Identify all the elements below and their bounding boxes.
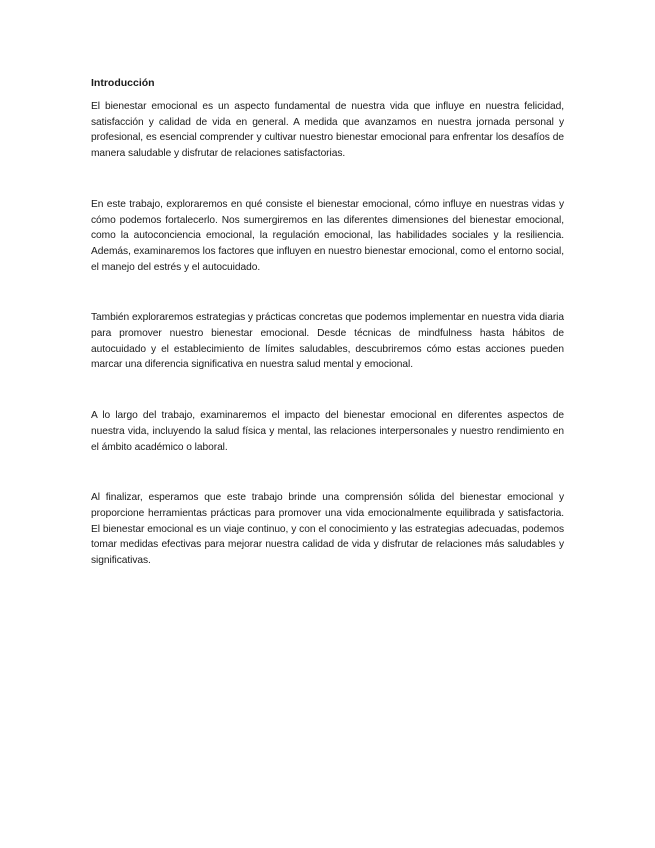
paragraph-intro: El bienestar emocional es un aspecto fundamental de nuestra vida que influye en nuestra felicidad, satisfacción y calidad de vida en general. A medida que avanzamos en nuestra jornada personal y profesional, es esencial comprender y cultivar nuestro bienestar emocional para enfrentar los desafíos de manera saludable y disfrutar de relaciones satisfactorias.	[91, 101, 564, 160]
paragraph-scope: En este trabajo, exploraremos en qué consiste el bienestar emocional, cómo influye en nuestras vidas y cómo podemos fortalecerlo. Nos sumergiremos en las diferentes dimensiones del bienestar emocional, como la autoconciencia emocional, la regulación emocional, las habilidades sociales y la resiliencia. Además, examinaremos los factores que influyen en nuestro bienestar emocional, como el entorno social, el manejo del estrés y el autocuidado.	[91, 198, 564, 273]
paragraph-strategies: También exploraremos estrategias y prácticas concretas que podemos implementar en nuestra vida diaria para promover nuestro bienestar emocional. Desde técnicas de mindfulness hasta hábitos de autocuidado y el establecimiento de límites saludables, descubriremos cómo estas acciones pueden marcar una diferencia significativa en nuestra salud mental y emocional.	[91, 312, 564, 371]
document-page	[91, 76, 564, 569]
section-heading: Introducción	[91, 77, 155, 89]
paragraph-impact: A lo largo del trabajo, examinaremos el impacto del bienestar emocional en diferentes aspectos de nuestra vida, incluyendo la salud física y mental, las relaciones interpersonales y nuestro rendimiento en el ámbito académico o laboral.	[91, 410, 564, 453]
paragraph-conclusion: Al finalizar, esperamos que este trabajo brinde una comprensión sólida del bienestar emocional y proporcione herramientas prácticas para promover una vida emocionalmente equilibrada y satisfactoria. El bienestar emocional es un viaje continuo, y con el conocimiento y las estrategias adecuadas, podemos tomar medidas efectivas para mejorar nuestra calidad de vida y disfrutar de relaciones más saludables y significativas.	[91, 492, 564, 567]
